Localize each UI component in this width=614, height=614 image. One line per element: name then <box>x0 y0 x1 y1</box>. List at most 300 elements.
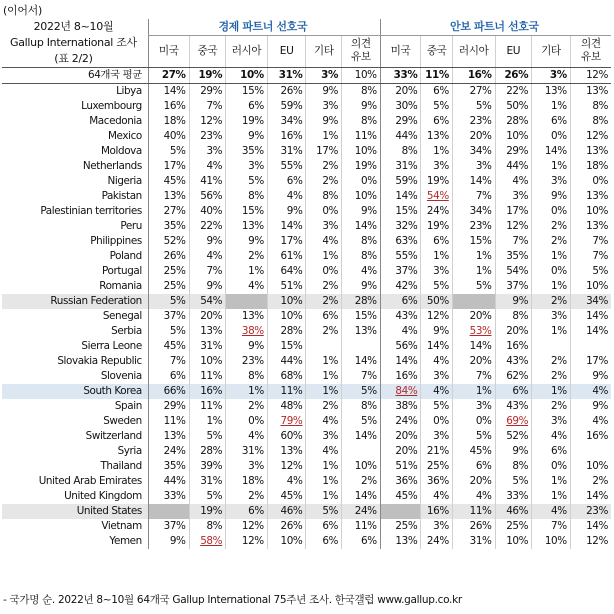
econ-value-cell: 12% <box>189 114 226 129</box>
sec-value-cell: 13% <box>570 84 611 100</box>
econ-value-cell: 56% <box>189 189 226 204</box>
table-row <box>2 99 611 114</box>
sec-value-cell: 1% <box>452 384 495 399</box>
econ-value-cell: 31% <box>267 144 306 159</box>
econ-value-cell: 13% <box>189 324 226 339</box>
econ-value-cell: 9% <box>148 534 189 549</box>
econ-value-cell: 16% <box>148 99 189 114</box>
sec-value-cell: 10% <box>532 534 571 549</box>
sec-value-cell: 25% <box>380 519 421 534</box>
econ-value-cell: 20% <box>189 309 226 324</box>
sec-value-cell: 27% <box>452 84 495 100</box>
sec-value-cell <box>570 339 611 354</box>
sec-value-cell: 8% <box>495 309 532 324</box>
econ-value-cell: 10% <box>267 534 306 549</box>
country-name: Moldova <box>100 145 142 157</box>
table-row <box>2 324 611 339</box>
econ-value-cell: 5% <box>148 294 189 309</box>
econ-value-cell: 2% <box>226 489 268 504</box>
econ-value-cell: 4% <box>306 234 342 249</box>
economic-partner-group-header: 경제 파트너 선호국 <box>148 19 380 35</box>
econ-value-cell: 37% <box>148 309 189 324</box>
econ-value-cell: 1% <box>226 384 268 399</box>
sec-value-cell: 35% <box>495 249 532 264</box>
sec-value-cell: 7% <box>532 519 571 534</box>
survey-title-line3: (표 2/2) <box>2 51 148 68</box>
econ-value-cell: 7% <box>148 354 189 369</box>
sec-value-cell: 9% <box>570 369 611 384</box>
sec-value-cell: 8% <box>380 144 421 159</box>
sec-value-cell: 1% <box>532 279 571 294</box>
sec-value-cell: 14% <box>570 309 611 324</box>
sec-value-cell: 50% <box>421 294 453 309</box>
econ-value-cell: 4% <box>189 159 226 174</box>
econ-value-cell: 46% <box>267 504 306 519</box>
econ-value-cell: 38% <box>226 324 268 339</box>
sec-value-cell: 2% <box>532 219 571 234</box>
econ-value-cell: 8% <box>342 114 381 129</box>
avg-sec-value: 3% <box>532 68 571 84</box>
sec-value-cell: 9% <box>421 324 453 339</box>
econ-value-cell <box>148 504 189 519</box>
econ-value-cell: 16% <box>189 384 226 399</box>
econ-value-cell: 12% <box>267 459 306 474</box>
country-name: Thailand <box>100 460 142 472</box>
table-row <box>2 219 611 234</box>
econ-value-cell: 3% <box>306 219 342 234</box>
econ-value-cell: 4% <box>189 249 226 264</box>
econ-value-cell: 1% <box>306 474 342 489</box>
econ-value-cell: 41% <box>189 174 226 189</box>
table-row <box>2 84 611 100</box>
sec-value-cell: 36% <box>380 474 421 489</box>
sec-value-cell: 10% <box>495 534 532 549</box>
sec-value-cell: 29% <box>495 144 532 159</box>
sec-value-cell: 24% <box>421 534 453 549</box>
sec-value-cell: 6% <box>421 114 453 129</box>
sec-value-cell: 16% <box>570 429 611 444</box>
sec-value-cell: 3% <box>421 159 453 174</box>
econ-value-cell: 26% <box>267 519 306 534</box>
econ-value-cell: 13% <box>148 189 189 204</box>
sec-value-cell: 45% <box>452 444 495 459</box>
econ-value-cell: 9% <box>342 279 381 294</box>
sec-value-cell: 0% <box>532 264 571 279</box>
econ-value-cell: 5% <box>342 414 381 429</box>
col-header-russia: 러시아 <box>452 35 495 68</box>
econ-value-cell: 45% <box>148 174 189 189</box>
sec-value-cell: 25% <box>421 459 453 474</box>
sec-value-cell: 14% <box>570 324 611 339</box>
econ-value-cell: 17% <box>148 159 189 174</box>
table-row <box>2 234 611 249</box>
sec-value-cell: 42% <box>380 279 421 294</box>
security-partner-group-header: 안보 파트너 선호국 <box>380 19 611 35</box>
sec-value-cell: 13% <box>570 219 611 234</box>
econ-value-cell: 3% <box>306 99 342 114</box>
avg-econ-value: 3% <box>306 68 342 84</box>
econ-value-cell <box>342 339 381 354</box>
econ-value-cell: 8% <box>189 519 226 534</box>
sec-value-cell: 2% <box>570 474 611 489</box>
sec-value-cell: 6% <box>421 84 453 100</box>
sec-value-cell: 5% <box>570 264 611 279</box>
econ-value-cell: 0% <box>306 204 342 219</box>
table-header <box>2 19 611 68</box>
avg-sec-value: 12% <box>570 68 611 84</box>
country-name: South Korea <box>2 384 148 399</box>
col-header-usa: 미국 <box>380 35 421 68</box>
econ-value-cell <box>342 444 381 459</box>
econ-value-cell <box>226 294 268 309</box>
col-header-undecided-text: 의견 유보 <box>351 38 371 64</box>
sec-value-cell: 9% <box>570 399 611 414</box>
sec-value-cell: 5% <box>452 279 495 294</box>
econ-value-cell: 1% <box>306 129 342 144</box>
econ-value-cell: 10% <box>342 189 381 204</box>
econ-value-cell: 13% <box>267 444 306 459</box>
econ-value-cell: 39% <box>189 459 226 474</box>
econ-value-cell: 9% <box>226 339 268 354</box>
country-name: United Arab Emirates <box>38 475 142 487</box>
col-header-other: 기타 <box>532 35 571 68</box>
sec-value-cell: 32% <box>380 219 421 234</box>
econ-value-cell: 34% <box>267 114 306 129</box>
sec-value-cell: 28% <box>495 114 532 129</box>
table-row <box>2 294 611 309</box>
econ-value-cell: 11% <box>342 519 381 534</box>
econ-value-cell: 4% <box>306 444 342 459</box>
econ-value-cell: 44% <box>267 354 306 369</box>
sec-value-cell: 19% <box>421 219 453 234</box>
country-name: Luxembourg <box>81 100 142 112</box>
sec-value-cell: 23% <box>452 219 495 234</box>
sec-value-cell: 3% <box>421 369 453 384</box>
econ-value-cell: 12% <box>226 534 268 549</box>
sec-value-cell: 3% <box>532 309 571 324</box>
sec-value-cell: 3% <box>452 159 495 174</box>
col-header-china: 중국 <box>189 35 226 68</box>
sec-value-cell: 1% <box>532 474 571 489</box>
econ-value-cell: 60% <box>267 429 306 444</box>
econ-value-cell: 9% <box>267 204 306 219</box>
sec-value-cell: 46% <box>495 504 532 519</box>
sec-value-cell: 4% <box>532 504 571 519</box>
sec-value-cell: 14% <box>452 174 495 189</box>
sec-value-cell: 33% <box>495 489 532 504</box>
econ-value-cell: 37% <box>148 519 189 534</box>
econ-value-cell: 7% <box>189 264 226 279</box>
partner-preference-table <box>2 19 611 549</box>
econ-value-cell: 45% <box>148 339 189 354</box>
table-row <box>2 459 611 474</box>
sec-value-cell: 30% <box>380 99 421 114</box>
econ-value-cell: 15% <box>342 309 381 324</box>
econ-value-cell: 6% <box>306 519 342 534</box>
sec-value-cell: 6% <box>495 384 532 399</box>
col-header-undecided-text: 의견 유보 <box>581 38 601 64</box>
sec-value-cell: 52% <box>495 429 532 444</box>
econ-value-cell: 13% <box>342 324 381 339</box>
econ-value-cell: 13% <box>148 429 189 444</box>
econ-value-cell: 40% <box>148 129 189 144</box>
econ-value-cell: 18% <box>148 114 189 129</box>
sec-value-cell: 10% <box>570 459 611 474</box>
table-row <box>2 144 611 159</box>
sec-value-cell: 56% <box>380 339 421 354</box>
table-row <box>2 354 611 369</box>
sec-value-cell: 1% <box>532 159 571 174</box>
sec-value-cell: 7% <box>570 234 611 249</box>
econ-value-cell: 1% <box>306 459 342 474</box>
econ-value-cell: 5% <box>148 324 189 339</box>
econ-value-cell: 28% <box>189 444 226 459</box>
econ-value-cell: 3% <box>189 144 226 159</box>
econ-value-cell: 10% <box>342 459 381 474</box>
country-name: Syria <box>117 445 142 457</box>
econ-value-cell: 9% <box>189 234 226 249</box>
sec-value-cell: 0% <box>570 174 611 189</box>
econ-value-cell: 66% <box>148 384 189 399</box>
table-row <box>2 159 611 174</box>
country-name: Philippines <box>90 235 142 247</box>
econ-value-cell: 8% <box>342 84 381 100</box>
sec-value-cell: 24% <box>421 204 453 219</box>
country-name: Romania <box>99 280 142 292</box>
sec-value-cell: 3% <box>532 414 571 429</box>
sec-value-cell: 20% <box>380 444 421 459</box>
econ-value-cell: 10% <box>267 309 306 324</box>
avg-sec-value: 26% <box>495 68 532 84</box>
econ-value-cell: 10% <box>342 144 381 159</box>
econ-value-cell: 6% <box>226 99 268 114</box>
econ-value-cell: 3% <box>226 159 268 174</box>
sec-value-cell: 11% <box>452 504 495 519</box>
sec-value-cell: 3% <box>495 189 532 204</box>
econ-value-cell: 2% <box>306 399 342 414</box>
table-row <box>2 534 611 549</box>
econ-value-cell: 25% <box>148 279 189 294</box>
sec-value-cell: 13% <box>570 144 611 159</box>
sec-value-cell: 1% <box>532 324 571 339</box>
country-name: Portugal <box>102 265 142 277</box>
country-name: Sweden <box>103 415 142 427</box>
econ-value-cell: 15% <box>226 84 268 100</box>
econ-value-cell: 1% <box>226 264 268 279</box>
econ-value-cell: 11% <box>189 369 226 384</box>
sec-value-cell: 23% <box>452 114 495 129</box>
sec-value-cell: 13% <box>380 534 421 549</box>
econ-value-cell: 35% <box>148 219 189 234</box>
econ-value-cell: 10% <box>267 294 306 309</box>
econ-value-cell: 4% <box>226 429 268 444</box>
col-header-china: 중국 <box>421 35 453 68</box>
econ-value-cell: 11% <box>189 399 226 414</box>
econ-value-cell: 18% <box>226 474 268 489</box>
country-name: Senegal <box>102 310 142 322</box>
sec-value-cell: 1% <box>532 384 571 399</box>
sec-value-cell: 55% <box>380 249 421 264</box>
econ-value-cell: 6% <box>306 309 342 324</box>
col-header-undecided <box>342 35 381 68</box>
sec-value-cell: 10% <box>570 204 611 219</box>
sec-value-cell: 16% <box>495 339 532 354</box>
econ-value-cell: 45% <box>267 489 306 504</box>
sec-value-cell: 3% <box>421 519 453 534</box>
econ-value-cell: 2% <box>306 294 342 309</box>
sec-value-cell: 37% <box>380 264 421 279</box>
sec-value-cell: 44% <box>380 129 421 144</box>
econ-value-cell: 29% <box>148 399 189 414</box>
sec-value-cell: 14% <box>570 519 611 534</box>
country-name: Macedonia <box>89 115 142 127</box>
econ-value-cell: 8% <box>226 189 268 204</box>
econ-value-cell: 11% <box>267 384 306 399</box>
econ-value-cell: 8% <box>306 189 342 204</box>
sec-value-cell: 20% <box>452 309 495 324</box>
econ-value-cell: 6% <box>342 534 381 549</box>
sec-value-cell: 14% <box>532 144 571 159</box>
econ-value-cell: 1% <box>306 369 342 384</box>
country-name: Serbia <box>111 325 142 337</box>
country-name: Slovenia <box>100 370 142 382</box>
sec-value-cell: 12% <box>570 129 611 144</box>
econ-value-cell: 1% <box>306 249 342 264</box>
econ-value-cell: 15% <box>267 339 306 354</box>
econ-value-cell: 14% <box>342 219 381 234</box>
sec-value-cell: 22% <box>495 84 532 100</box>
econ-value-cell: 5% <box>306 504 342 519</box>
country-name: Libya <box>116 85 142 97</box>
sec-value-cell: 31% <box>380 159 421 174</box>
sec-value-cell: 4% <box>495 174 532 189</box>
sec-value-cell: 43% <box>380 309 421 324</box>
table-body <box>2 68 611 550</box>
sec-value-cell: 0% <box>532 459 571 474</box>
table-row <box>2 249 611 264</box>
sec-value-cell: 1% <box>532 249 571 264</box>
avg-econ-value: 19% <box>189 68 226 84</box>
econ-value-cell: 4% <box>226 279 268 294</box>
econ-value-cell: 35% <box>226 144 268 159</box>
country-name: Slovakia Republic <box>57 355 142 367</box>
sec-value-cell: 6% <box>532 444 571 459</box>
econ-value-cell: 0% <box>306 264 342 279</box>
sec-value-cell: 12% <box>570 534 611 549</box>
average-row-label: 64개국 평균 <box>2 68 148 84</box>
sec-value-cell: 0% <box>452 414 495 429</box>
econ-value-cell: 6% <box>267 174 306 189</box>
table-row <box>2 279 611 294</box>
econ-value-cell: 2% <box>306 174 342 189</box>
econ-value-cell: 0% <box>226 414 268 429</box>
sec-value-cell: 10% <box>570 279 611 294</box>
country-name: Poland <box>109 250 142 262</box>
sec-value-cell: 44% <box>495 159 532 174</box>
econ-value-cell: 5% <box>189 489 226 504</box>
sec-value-cell: 1% <box>452 264 495 279</box>
sec-value-cell: 29% <box>380 114 421 129</box>
econ-value-cell: 2% <box>226 399 268 414</box>
col-header-usa: 미국 <box>148 35 189 68</box>
sec-value-cell: 4% <box>421 489 453 504</box>
econ-value-cell: 4% <box>267 189 306 204</box>
table-row <box>2 264 611 279</box>
econ-value-cell: 26% <box>148 249 189 264</box>
sec-value-cell: 4% <box>532 429 571 444</box>
country-name: Vietnam <box>101 520 142 532</box>
sec-value-cell: 2% <box>532 354 571 369</box>
sec-value-cell: 59% <box>380 174 421 189</box>
econ-value-cell: 1% <box>306 384 342 399</box>
sec-value-cell: 2% <box>532 369 571 384</box>
sec-value-cell: 37% <box>495 279 532 294</box>
col-header-undecided <box>570 35 611 68</box>
sec-value-cell: 1% <box>532 489 571 504</box>
sec-value-cell: 0% <box>532 129 571 144</box>
sec-value-cell: 5% <box>421 279 453 294</box>
econ-value-cell: 6% <box>226 504 268 519</box>
sec-value-cell: 18% <box>570 159 611 174</box>
country-name: Pakistan <box>101 190 142 202</box>
avg-econ-value: 27% <box>148 68 189 84</box>
sec-value-cell: 6% <box>452 459 495 474</box>
sec-value-cell: 16% <box>380 369 421 384</box>
sec-value-cell: 5% <box>495 474 532 489</box>
sec-value-cell: 4% <box>570 414 611 429</box>
sec-value-cell: 8% <box>570 114 611 129</box>
econ-value-cell: 31% <box>189 474 226 489</box>
table-row <box>2 444 611 459</box>
sec-value-cell: 43% <box>495 399 532 414</box>
country-name: Peru <box>120 220 142 232</box>
table-row <box>2 309 611 324</box>
sec-value-cell: 3% <box>532 174 571 189</box>
sec-value-cell: 50% <box>495 99 532 114</box>
sec-value-cell: 3% <box>421 264 453 279</box>
econ-value-cell: 16% <box>267 129 306 144</box>
sec-value-cell: 43% <box>495 354 532 369</box>
econ-value-cell: 12% <box>226 519 268 534</box>
econ-value-cell: 64% <box>267 264 306 279</box>
econ-value-cell: 28% <box>342 294 381 309</box>
econ-value-cell: 6% <box>306 534 342 549</box>
sec-value-cell: 54% <box>421 189 453 204</box>
sec-value-cell: 16% <box>421 504 453 519</box>
econ-value-cell: 14% <box>342 354 381 369</box>
econ-value-cell: 9% <box>306 114 342 129</box>
econ-value-cell: 54% <box>189 294 226 309</box>
survey-title-line2: Gallup International 조사 <box>9 36 137 49</box>
econ-value-cell: 31% <box>189 339 226 354</box>
survey-title-line1: 2022년 8~10월 <box>33 20 114 33</box>
country-name: United States <box>2 504 148 519</box>
sec-value-cell: 12% <box>495 219 532 234</box>
econ-value-cell: 10% <box>189 354 226 369</box>
sec-value-cell: 3% <box>421 429 453 444</box>
econ-value-cell: 5% <box>226 174 268 189</box>
econ-value-cell: 9% <box>226 129 268 144</box>
sec-value-cell: 15% <box>380 204 421 219</box>
econ-value-cell: 23% <box>226 354 268 369</box>
sec-value-cell: 14% <box>570 489 611 504</box>
table-row <box>2 399 611 414</box>
econ-value-cell: 2% <box>342 474 381 489</box>
avg-sec-value: 11% <box>421 68 453 84</box>
sec-value-cell: 14% <box>380 354 421 369</box>
sec-value-cell: 1% <box>421 144 453 159</box>
econ-value-cell: 55% <box>267 159 306 174</box>
